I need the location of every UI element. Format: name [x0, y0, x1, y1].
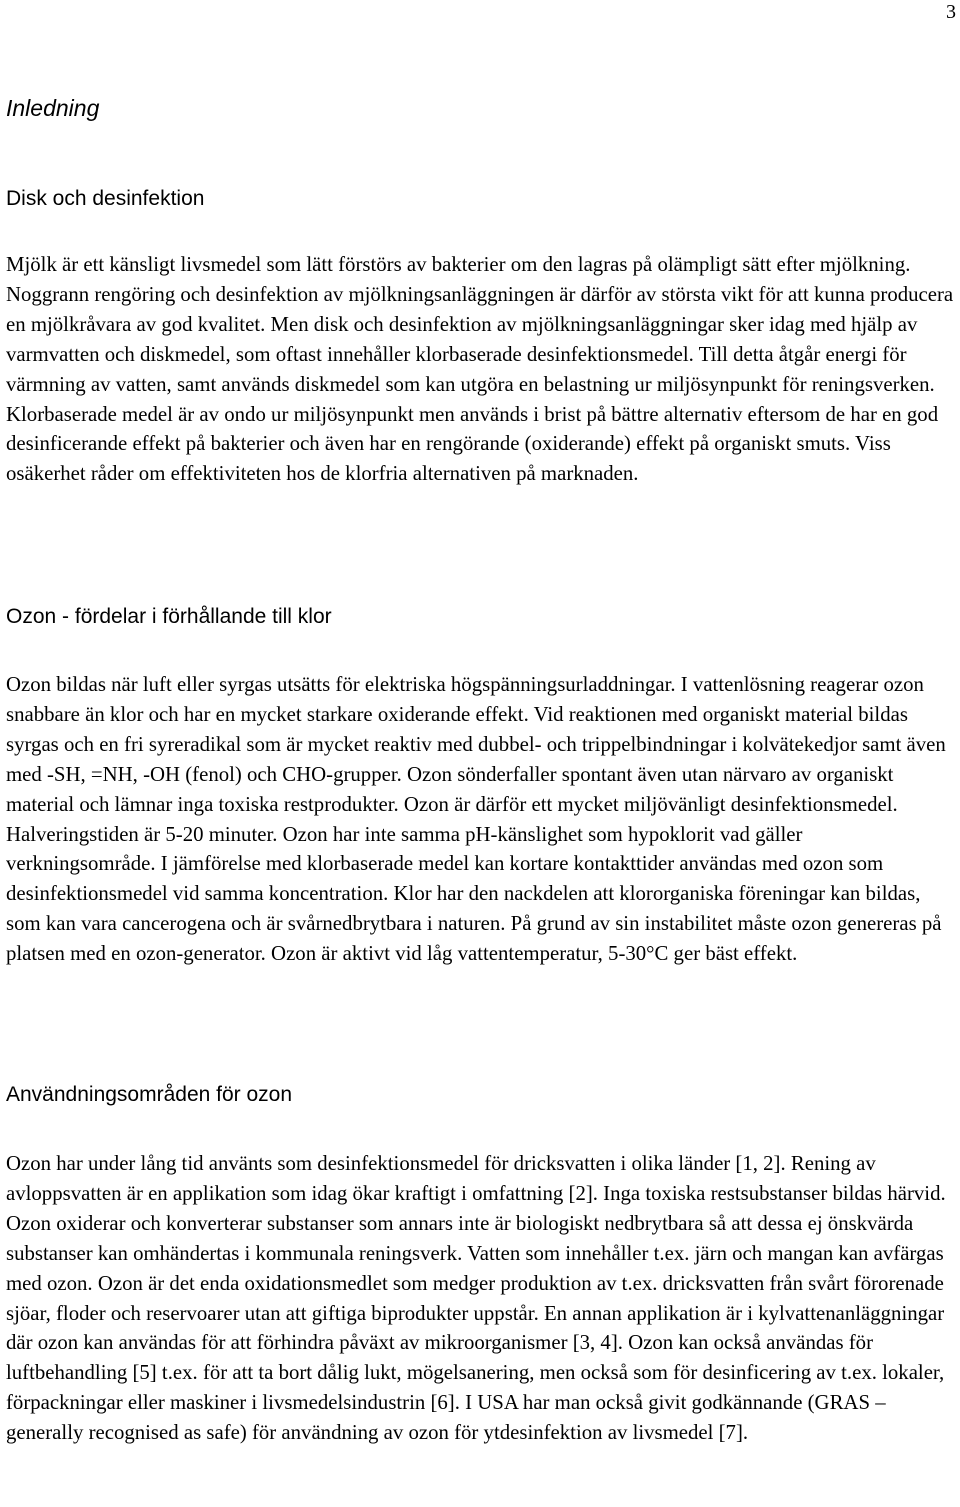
section-heading-ozon: Ozon - fördelar i förhållande till klor	[6, 605, 332, 628]
section-heading-disk: Disk och desinfektion	[6, 187, 205, 210]
page-title: Inledning	[6, 95, 100, 121]
page-number: 3	[946, 1, 956, 23]
section-paragraph-ozon: Ozon bildas när luft eller syrgas utsätts för elektriska högspänningsurladdningar. I vattenlösning reagerar ozon snabbare än klor och har en mycket starkare oxiderande effekt. Vid reaktionen med organiskt material bildas syrgas och en fri syreradikal som är mycket reaktiv med dubbel- och trippelbindningar i kolvätekedjor samt även med -SH, =NH, -OH (fenol) och CHO-grupper. Ozon sönderfaller spontant även utan närvaro av organiskt material och lämnar inga toxiska restprodukter. Ozon är därför ett mycket miljövänligt desinfektionsmedel. Halveringstiden är 5-20 minuter. Ozon har inte samma pH-känslighet som hypoklorit vad gäller verkningsområde. I jämförelse med klorbaserade medel kan kortare kontakttider användas med ozon som desinfektionsmedel vid samma koncentration. Klor har den nackdelen att klororganiska föreningar kan bildas, som kan vara cancerogena och är svårnedbrytbara i naturen. På grund av sin instabilitet måste ozon genereras på platsen med en ozon-generator. Ozon är aktivt vid låg vattentemperatur, 5-30°C ger bäst effekt.	[6, 673, 946, 966]
section-paragraph-anvandning: Ozon har under lång tid använts som desinfektionsmedel för dricksvatten i olika länder [1, 2]. Rening av avloppsvatten är en applikation som idag ökar kraftigt i omfattning [2]. Inga toxiska restsubstanser bildas härvid. Ozon oxiderar och konverterar substanser som annars inte är biologiskt nedbrytbara så att dessa ej önskvärda substanser kan omhändertas i kommunala reningsverk. Vatten som innehåller t.ex. järn och mangan kan avfärgas med ozon. Ozon är det enda oxidationsmedlet som medger produktion av t.ex. dricksvatten från svårt förorenade sjöar, floder och reservoarer utan att giftiga biprodukter uppstår. En annan applikation är i kylvattenanläggningar där ozon kan användas för att förhindra påväxt av mikroorganismer [3, 4]. Ozon kan också användas för luftbehandling [5] t.ex. för att ta bort dålig lukt, mögelsanering, men också som för desinficering av t.ex. lokaler, förpackningar eller maskiner i livsmedelsindustrin [6]. I USA har man också givit godkännande (GRAS – generally recognised as safe) för användning av ozon för ytdesinfektion av livsmedel [7].	[6, 1152, 946, 1445]
section-paragraph-disk: Mjölk är ett känsligt livsmedel som lätt förstörs av bakterier om den lagras på olämpligt sätt efter mjölkning. Noggrann rengöring och desinfektion av mjölkningsanläggningen är därför av största vikt för att kunna producera en mjölkråvara av god kvalitet. Men disk och desinfektion av mjölkningsanläggningar sker idag med hjälp av varmvatten och diskmedel, som oftast innehåller klorbaserade desinfektionsmedel. Till detta åtgår energi för värmning av vatten, samt används diskmedel som kan utgöra en belastning ur miljösynpunkt för reningsverken. Klorbaserade medel är av ondo ur miljösynpunkt men används i brist på bättre alternativ eftersom de har en god desinficerande effekt på bakterier och även har en rengörande (oxiderande) effekt på organiskt smuts. Viss osäkerhet råder om effektiviteten hos de klorfria alternativen på marknaden.	[6, 253, 954, 486]
section-heading-anvandning: Användningsområden för ozon	[6, 1083, 293, 1106]
